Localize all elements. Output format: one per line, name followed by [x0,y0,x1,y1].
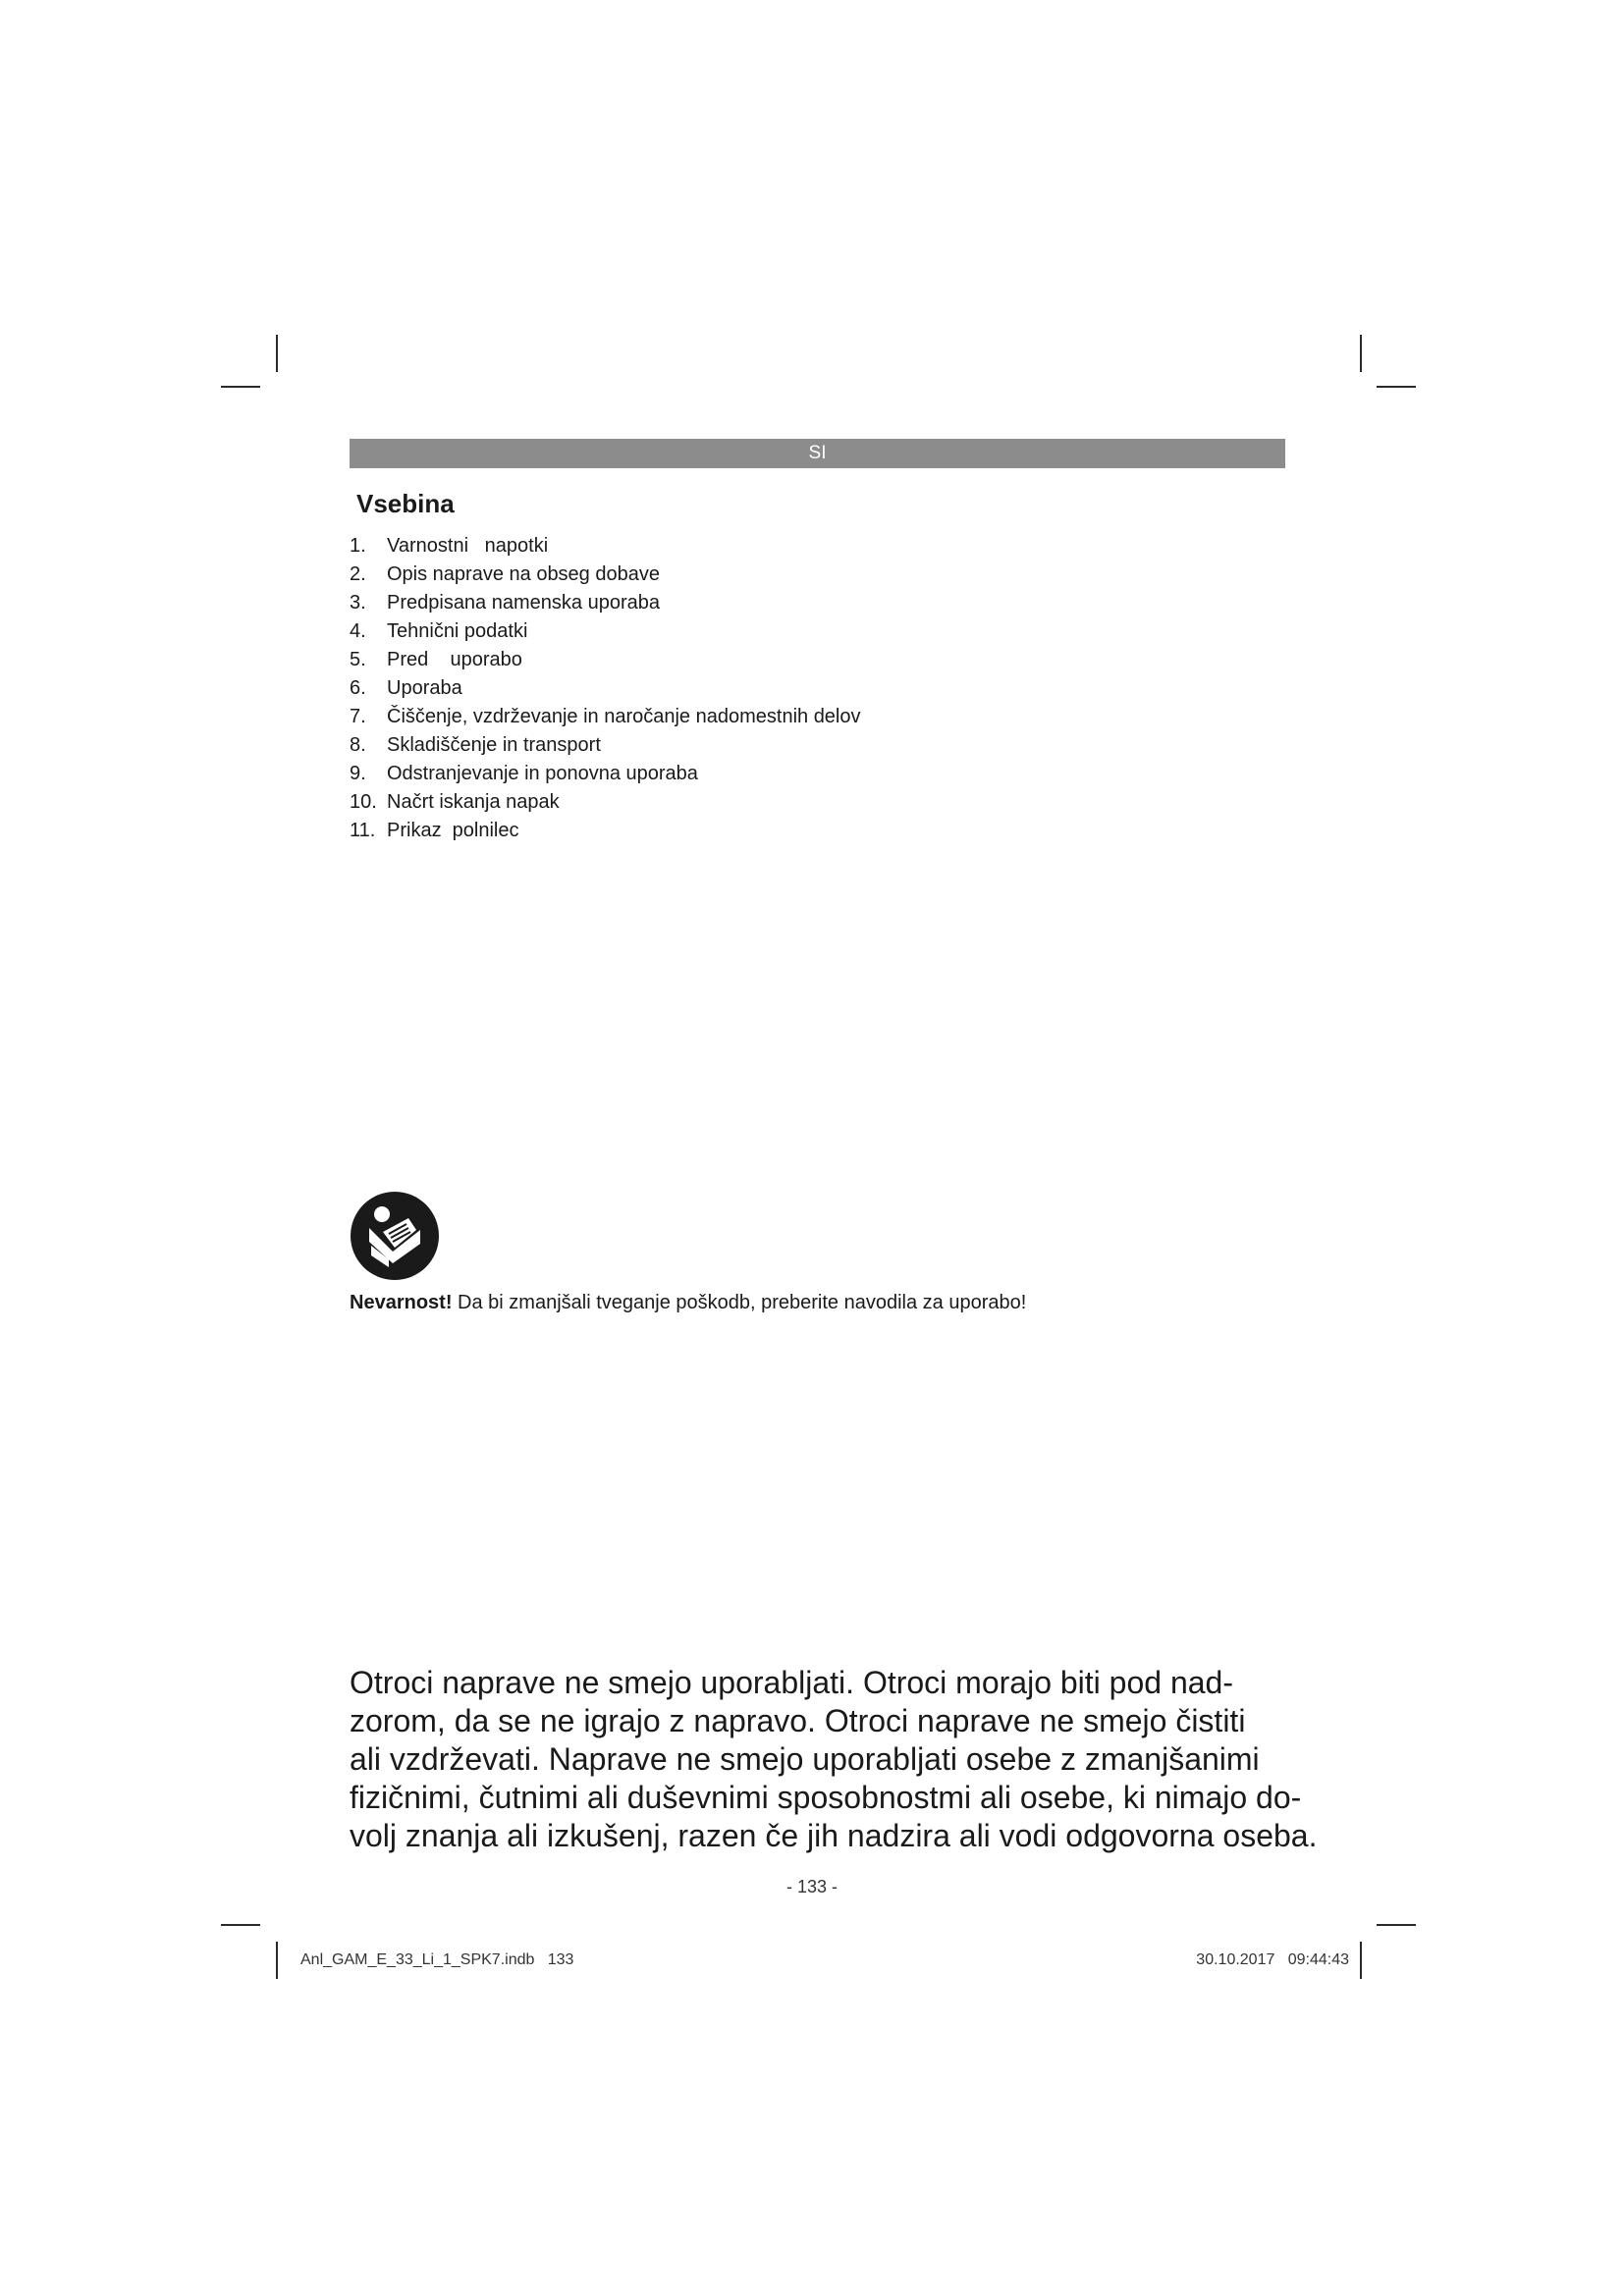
crop-mark [1377,386,1416,388]
crop-mark [1360,335,1362,372]
toc-item-number: 1. [350,535,366,557]
crop-mark [1360,1942,1362,1979]
toc-item [350,760,861,788]
toc-item [350,817,861,845]
toc-item-number: 2. [350,563,366,585]
toc-item-label: Prikaz polnilec [387,820,519,841]
toc-item [350,674,861,703]
toc-item [350,561,861,589]
toc-item-label: Pred uporabo [387,649,522,670]
danger-text: Da bi zmanjšali tveganje poškodb, preberite navodila za uporabo! [452,1292,1027,1313]
toc-item-label: Predpisana namenska uporaba [387,592,660,614]
toc-item-number: 11. [350,820,376,841]
toc-item [350,788,861,817]
toc-item-label: Skladiščenje in transport [387,734,601,756]
notice-line: zorom, da se ne igrajo z napravo. Otroci naprave ne smejo čistiti [350,1703,1246,1738]
table-of-contents [350,532,861,845]
notice-line: Otroci naprave ne smejo uporabljati. Otroci morajo biti pod nad- [350,1665,1233,1700]
toc-item-label: Načrt iskanja napak [387,791,560,813]
notice-line: ali vzdrževati. Naprave ne smejo uporabljati osebe z zmanjšanimi [350,1741,1260,1777]
toc-item [350,703,861,731]
crop-mark [276,1942,278,1979]
toc-item [350,731,861,760]
toc-item [350,532,861,561]
toc-item-number: 6. [350,677,366,699]
toc-item-number: 3. [350,592,366,614]
toc-item-label: Odstranjevanje in ponovna uporaba [387,763,698,784]
crop-mark [221,386,260,388]
toc-item-number: 10. [350,791,377,813]
toc-item-label: Čiščenje, vzdrževanje in naročanje nadomestnih delov [387,706,861,727]
print-slug-timestamp: 30.10.2017 09:44:43 [1196,1951,1349,1968]
toc-item-label: Uporaba [387,677,462,699]
crop-mark [1377,1924,1416,1926]
toc-item [350,589,861,617]
notice-line: volj znanja ali izkušenj, razen če jih nadzira ali vodi odgovorna oseba. [350,1818,1318,1853]
toc-item [350,617,861,646]
toc-item-number: 8. [350,734,366,756]
children-safety-notice [350,1664,1318,1855]
read-manual-icon [350,1191,440,1281]
toc-item-label: Opis naprave na obseg dobave [387,563,660,585]
notice-line: fizičnimi, čutnimi ali duševnimi sposobnostmi ali osebe, ki nimajo do- [350,1780,1302,1815]
toc-item-number: 5. [350,649,366,670]
toc-item-number: 7. [350,706,366,727]
crop-mark [276,335,278,372]
toc-item-number: 9. [350,763,366,784]
danger-label: Nevarnost! [350,1292,453,1313]
crop-mark [221,1924,260,1926]
toc-item-label: Varnostni napotki [387,535,549,557]
toc-item-label: Tehnični podatki [387,620,528,642]
toc-item-number: 4. [350,620,366,642]
language-header-bar: SI [350,439,1285,468]
page-number: - 133 - [785,1877,839,1896]
danger-warning [350,1292,1026,1314]
toc-item [350,646,861,674]
print-slug-filename: Anl_GAM_E_33_Li_1_SPK7.indb 133 [300,1951,574,1968]
toc-title: Vsebina [356,489,455,518]
